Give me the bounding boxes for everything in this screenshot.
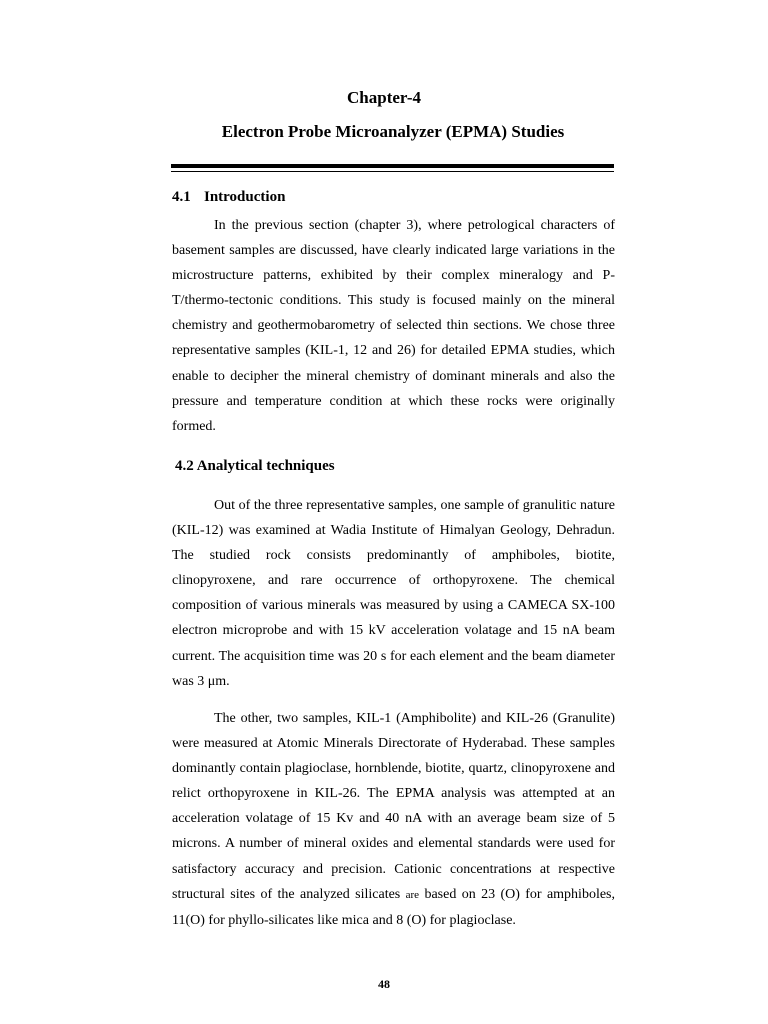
section-number: 4.2 [175,458,194,474]
chapter-label: Chapter-4 [347,88,421,107]
analytical-paragraph-2 [172,706,615,933]
section-heading-analytical-techniques [175,456,335,476]
title-rule-thick [171,164,614,168]
paragraph-text-small: are [405,888,420,901]
section-number: 4.1 [172,189,191,205]
section-heading-introduction [172,187,285,207]
analytical-paragraph-1: Out of the three representative samples, one sample of granulitic nature (KIL-12) was examined at Wadia Institute of Himalyan Geology, Dehradun. The studied rock consists predominantly of amphiboles, biotite, clinopyroxene, and rare occurrence of orthopyroxene. The chemical composition of various minerals was measured by using a CAMECA SX-100 electron microprobe and with 15 kV acceleration volatage and 15 nA beam current. The acquisition time was 20 s for each element and the beam diameter was 3 μm. [172,498,615,689]
page-number: 48 [378,977,390,991]
section-title: Analytical techniques [196,458,335,474]
paragraph-text: The other, two samples, KIL-1 (Amphibolite) and KIL-26 (Granulite) were measured at Atomic Minerals Directorate of Hyderabad. These samples dominantly contain plagioclase, hornblende, biotite, quartz, clinopyroxene and relict orthopyroxene in KIL-26. The EPMA analysis was attempted at an acceleration volatage of 15 Kv and 40 nA with an average beam size of 5 microns. A number of mineral oxides and elemental standards were used for satisfactory accuracy and precision. Cationic concentrations at respective structural sites of the analyzed silicates [172,711,615,902]
section-title: Introduction [204,189,286,205]
paragraph-text: based on 23 (O) for amphiboles, 11(O) for phyllo-silicates like mica and 8 (O) for plagioclase. [172,886,615,928]
title-rule-thin [171,171,614,172]
chapter-title: Electron Probe Microanalyzer (EPMA) Studies [221,122,565,141]
introduction-paragraph: In the previous section (chapter 3), where petrological characters of basement samples are discussed, have clearly indicated large variations in the microstructure patterns, exhibited by their complex mineralogy and P-T/thermo-tectonic conditions. This study is focused mainly on the mineral chemistry and geothermobarometry of selected thin sections. We chose three representative samples (KIL-1, 12 and 26) for detailed EPMA studies, which enable to decipher the mineral chemistry of dominant minerals and also the pressure and temperature condition at which these rocks were originally formed. [172,218,615,434]
